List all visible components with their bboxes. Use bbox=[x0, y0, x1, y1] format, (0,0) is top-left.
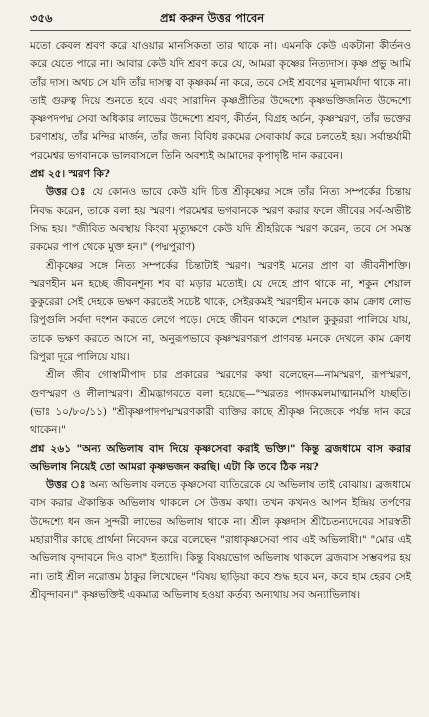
answer-25-paragraph-3: শ্রীল জীব গোস্বামীপাদ চার প্রকারের স্মরণের কথা বলেছেন—নামস্মরণ, রূপস্মরণ, গুণস্মরণ ও লীলাস্মরণ। শ্রীমদ্ভাগবতে বলা হয়েছে—"স্মরতঃ পাদকমলমাত্মানমপি যচ্ছতি। (ভাঃ ১০/৮০/১১) "শ্রীকৃষ্ণপাদপদ্মস্মরণকারী ব্যক্তির কাছে শ্রীকৃষ্ণ নিজেকে পর্যন্ত দান করে থাকেন।" bbox=[30, 369, 411, 437]
running-title: প্রশ্ন করুন উত্তর পাবেন bbox=[160, 11, 265, 25]
paragraph-continued: মতো কেবল শ্রবণ করে যাওয়ার মানসিকতা তার থাকে না। এমনকি কেউ একটানা কীর্তনও করে যেতে পারে না। আবার কেউ যদি শ্রবণ করে যে, আমরা কৃষ্ণের নিত্যদাস। কৃষ্ণ প্রভু আমি তাঁর দাস। অথচ সে যদি তাঁর দাসত্ব বা কৃষ্ণকর্ম না করে, তবে সেই শ্রবণের মূল্যমর্যাদা থাকে না। তাই গুরুত্ব দিয়ে শুনতে হবে এবং সারাদিন কৃষ্ণপ্রীতির উদ্দেশ্যে কৃষ্ণভক্তিজনিত উদ্দেশ্যে কৃষ্ণপদপদ্ম সেবা অধিকার লাভের উদ্দেশ্যে শ্রবণ, কীর্তন, বিগ্রহ অর্চন, কৃষ্ণস্মরণ, তাঁর ভক্তের চরণাশ্রয়, তাঁর মন্দির মার্জন, তাঁর জন্য বিবিধ রকমের সেবাকার্য করে চলতেই হয়। সর্বান্তর্যামী পরমেশ্বর ভগবানকে ভালবাসলে তিনি অবশ্যই আমাদের কৃপাদৃষ্টি দান করবেন। bbox=[30, 40, 411, 162]
answer-25-label: উত্তর ঃ bbox=[46, 186, 88, 199]
answer-26-label: উত্তর ঃ bbox=[46, 479, 86, 492]
question-26-text: "অন্য অভিলাষ বাদ দিয়ে কৃষ্ণসেবা করাই ভক্তি।" কিন্তু ব্রজধামে বাস করার অভিলাষ নিয়েই তো আমরা কৃষ্ণভজন করছি। এটা কি তবে ঠিক নয়? bbox=[30, 442, 411, 473]
question-26 bbox=[30, 440, 411, 477]
question-26-label: প্রশ্ন ২৬১ bbox=[30, 442, 72, 455]
question-25-label: প্রশ্ন ২৫। bbox=[30, 168, 66, 181]
question-25-text: স্মরণ কি? bbox=[68, 168, 110, 181]
answer-25-paragraph-1 bbox=[30, 183, 411, 256]
answer-26-paragraph-1 bbox=[30, 476, 411, 604]
answer-25-paragraph-2: শ্রীকৃষ্ণের সঙ্গে নিত্য সম্পর্কের চিন্তাটাই স্মরণ। স্মরণই মনের প্রাণ বা জীবনীশক্তি। স্মরণহীন মন হচ্ছে জীবনশূন্য শব বা মড়ার মতোই। যে দেহে প্রাণ থাকে না, শকুন শেয়াল কুকুরেরা সেই দেহকে ভক্ষণ করতেই সচেষ্ট থাকে, সেইরকমই স্মরণহীন মনকে কাম ক্রোধ লোভ রিপুগুলি সর্বদা দংশন করতে লেগে পড়ে। দেহে জীবন থাকলে শেয়াল কুকুররা পালিয়ে যায়, তাকে ভক্ষণ করতে আসে না, অনুরূপভাবে কৃষ্ণস্মরণরূপ প্রাণবন্ত মনকে দেখলে কাম ক্রোধ রিপুরা দূরে পালিয়ে যায়। bbox=[30, 259, 411, 364]
answer-26-text-1: অন্য অভিলাষ বলতে কৃষ্ণসেবা ব্যতিরেকে যে অভিলাষ তাই বোঝায়। ব্রজধামে বাস করার ঐকান্তিক অভিলাষ থাকলে সে উত্তম কথা। তখন কখনও আপন ইন্দ্রিয় তর্পণের উদ্দেশ্যে ধন জন সুন্দরী লাভের অভিলাষ থাকে না। শ্রীল কৃষ্ণদাস শ্রীচৈতন্যদেবের সারস্বতী মহারাণীর কাছে প্রার্থনা নিবেদন করে বলেছেন "রাধাকৃষ্ণসেবা পাব এই অভিলাষী।" "মোর এই অভিলাষ বৃন্দাবনে দিও বাস" ইত্যাদি। কিন্তু বিষয়ভোগ অভিলাষ থাকলে ব্রজবাস সম্ভবপর হয় না। তাই শ্রীল নরোত্তম ঠাকুর লিখেছেন "বিষয় ছাড়িয়া কবে শুদ্ধ হবে মন, কবে হাম হেরব সেই শ্রীবৃন্দাবন।" কৃষ্ণভক্তিই একমাত্র অভিলাষ হওয়া কর্তব্য অন্যথায় সব অন্যাভিলাষ। bbox=[30, 479, 411, 601]
page-header bbox=[30, 10, 411, 31]
question-25 bbox=[30, 165, 411, 183]
answer-25-text-1: যে কোনও ভাবে কেউ যদি চিত্ত শ্রীকৃষ্ণের সঙ্গে তাঁর নিত্য সম্পর্কের চিন্তায় নিবদ্ধ করেন, তাকে বলা হয় স্মরণ। পরমেশ্বর ভগবানকে স্মরণ করার ফলে জীবের সর্ব-অভীষ্ট সিদ্ধ হয়। "জীবিত অবস্থায় কিংবা মৃত্যুক্ষণে কেউ যদি শ্রীহরিকে স্মরণ করেন, তবে সে সমস্ত রকমের পাপ থেকে মুক্ত হন।" (পদ্মপুরাণ) bbox=[30, 186, 412, 254]
page-number: ৩৫৬ bbox=[30, 11, 53, 25]
